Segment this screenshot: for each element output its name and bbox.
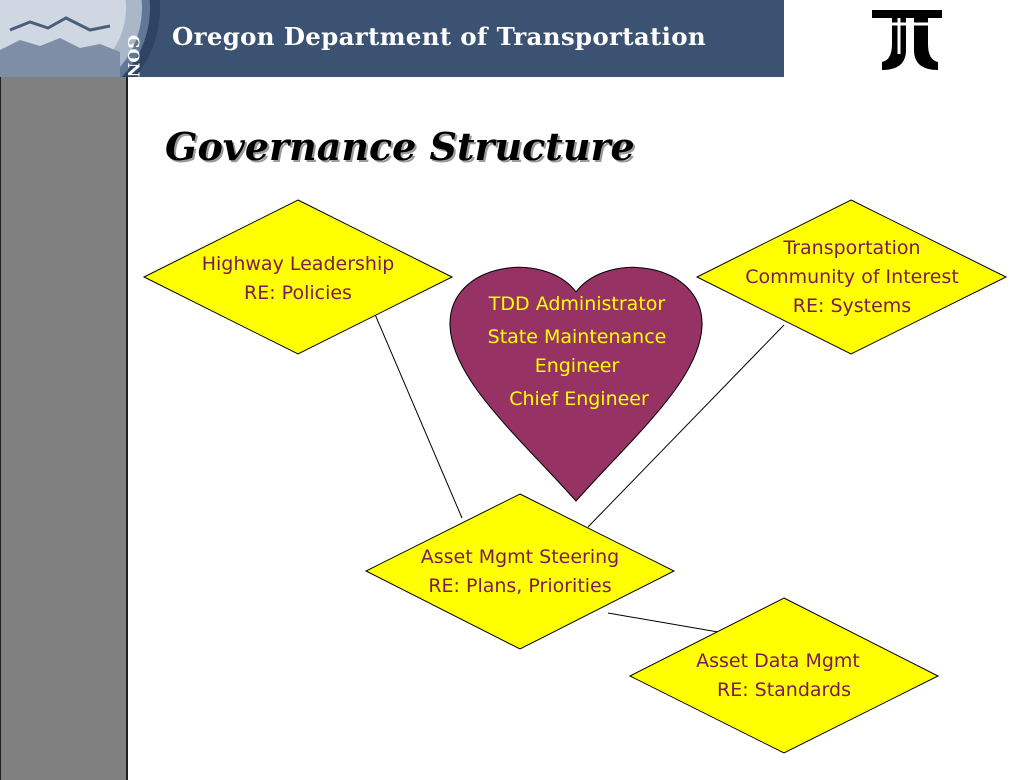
asset-data-mgmt-label: [664, 647, 904, 705]
transportation-subtitle: Community of Interest: [745, 266, 959, 288]
asset-mgmt-steering-label: [400, 543, 640, 601]
organization-name: Oregon Department of Transportation: [172, 22, 706, 51]
chief-engineer: Chief Engineer: [509, 388, 649, 410]
transportation-title: Transportation: [783, 237, 921, 259]
heart-label: [462, 290, 692, 414]
slide-title: Governance Structure: [165, 124, 635, 169]
transportation-re: RE: Systems: [792, 295, 912, 317]
state-maintenance: State Maintenance: [487, 326, 667, 348]
connector-highway-steering: [374, 312, 462, 518]
asset-data-mgmt-re: RE: Standards: [717, 679, 851, 701]
highway-leadership-label: [178, 250, 418, 308]
asset-data-mgmt-title: Asset Data Mgmt: [696, 650, 860, 672]
connector-steering-datamgmt: [608, 613, 718, 632]
highway-leadership-title: Highway Leadership: [201, 253, 395, 275]
tdd-administrator: TDD Administrator: [488, 293, 666, 315]
asset-mgmt-steering-re: RE: Plans, Priorities: [428, 575, 612, 597]
asset-mgmt-steering-title: Asset Mgmt Steering: [420, 546, 620, 568]
engineer: Engineer: [534, 355, 620, 377]
transportation-label: [722, 234, 982, 321]
seal-lettering: GON: [124, 35, 143, 77]
highway-leadership-re: RE: Policies: [244, 282, 352, 304]
